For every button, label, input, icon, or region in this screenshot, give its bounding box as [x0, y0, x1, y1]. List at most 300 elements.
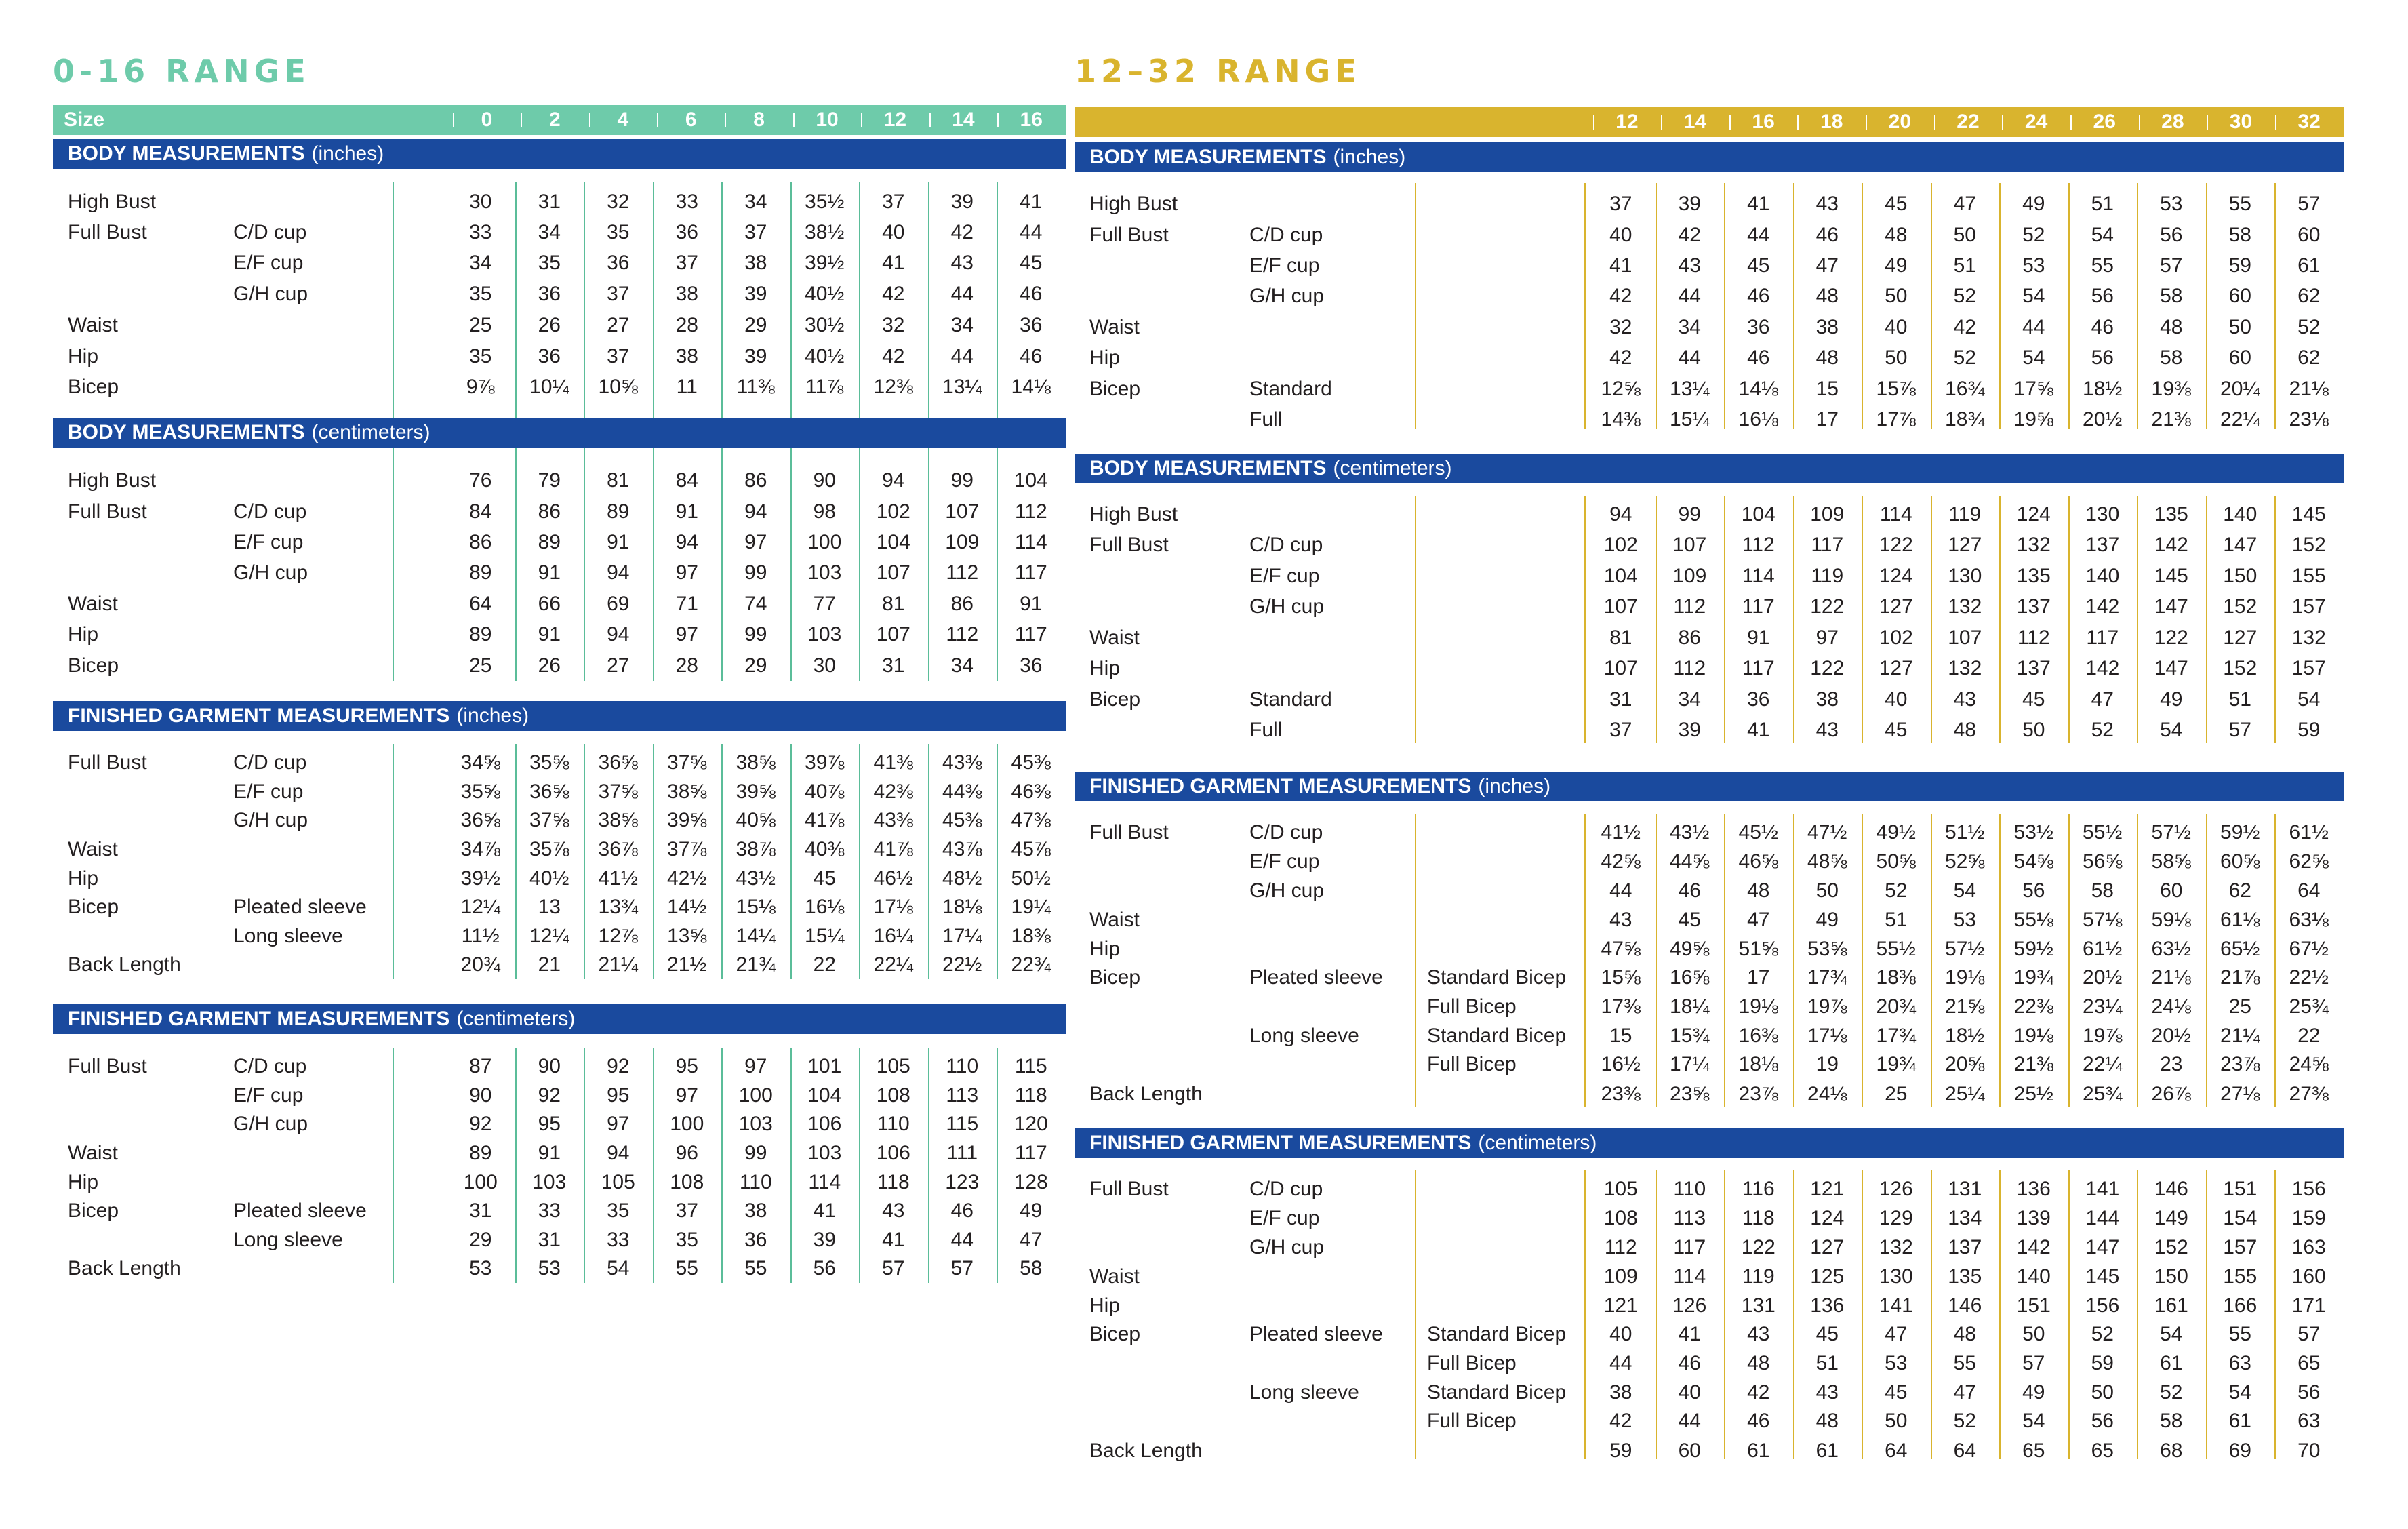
measurement-value: 112: [1673, 595, 1706, 618]
measurement-value: 44⅝: [1670, 850, 1710, 873]
measurement-value: 39: [744, 345, 767, 368]
row-label: Hip: [1089, 938, 1121, 960]
measurement-value: 39½: [805, 252, 845, 274]
size-column-header: 26: [2070, 107, 2139, 137]
measurement-value: 44: [950, 1229, 974, 1251]
measurement-value: 10¼: [529, 376, 569, 398]
measurement-value: 102: [1879, 627, 1913, 649]
measurement-value: 127: [1879, 595, 1913, 618]
measurement-value: 131: [1948, 1178, 1982, 1200]
measurement-value: 25: [469, 314, 492, 336]
measurement-value: 30: [469, 191, 492, 213]
section-header: [1075, 142, 2344, 172]
size-column-header: 16: [1729, 107, 1798, 137]
row-sublabel: E/F cup: [1249, 850, 1320, 873]
measurement-row: [53, 1138, 1066, 1168]
measurement-value: 96: [675, 1142, 698, 1164]
measurement-value: 147: [2154, 657, 2188, 679]
measurement-row: [53, 372, 1066, 402]
measurement-value: 70: [2297, 1439, 2321, 1462]
measurement-row: [53, 1109, 1066, 1139]
measurement-value: 42⅜: [873, 780, 913, 803]
measurement-value: 65: [2091, 1439, 2114, 1462]
measurement-value: 61: [1815, 1439, 1839, 1462]
measurement-value: 50: [2022, 1323, 2045, 1345]
row-label: High Bust: [1089, 193, 1178, 215]
measurement-value: 53: [2022, 254, 2045, 277]
measurement-value: 34: [1678, 316, 1701, 338]
measurement-value: 155: [2223, 1265, 2258, 1288]
measurement-value: 107: [1603, 595, 1638, 618]
measurement-value: 37: [675, 252, 698, 274]
size-column-header: 14: [1661, 107, 1729, 137]
measurement-value: 47: [1953, 1381, 1976, 1404]
row-sublabel: E/F cup: [233, 531, 304, 553]
measurement-value: 32: [607, 191, 630, 213]
measurement-row: [1075, 1319, 2344, 1349]
measurement-value: 91: [538, 623, 561, 646]
range-12-32: [1075, 0, 2346, 1529]
measurement-value: 110: [739, 1171, 772, 1193]
measurement-row: [53, 1225, 1066, 1255]
measurement-value: 49½: [1876, 821, 1916, 843]
measurement-row: [1075, 818, 2344, 848]
measurement-value: 37⅝: [667, 751, 707, 774]
measurement-value: 104: [1014, 469, 1048, 492]
measurement-value: 58: [2091, 879, 2114, 902]
measurement-value: 45: [1885, 1381, 1908, 1404]
measurement-value: 17: [1815, 408, 1839, 431]
measurement-value: 61: [2160, 1352, 2183, 1374]
measurement-value: 150: [2154, 1265, 2188, 1288]
measurement-value: 121: [1810, 1178, 1845, 1200]
measurement-value: 76: [469, 469, 492, 492]
row-sublabel: Long sleeve: [1249, 1025, 1359, 1047]
measurement-value: 52: [1953, 346, 1976, 369]
measurement-value: 62⅝: [2289, 850, 2329, 873]
measurement-value: 163: [2291, 1236, 2326, 1258]
measurement-row: [1075, 1378, 2344, 1408]
measurement-value: 63⅛: [2289, 909, 2329, 931]
row-label: Bicep: [1089, 378, 1141, 400]
measurement-value: 44: [1678, 346, 1701, 369]
measurement-value: 58: [2228, 224, 2251, 246]
section-header: [53, 139, 1066, 169]
measurement-row: [53, 218, 1066, 247]
measurement-value: 50: [1885, 285, 1908, 307]
measurement-value: 65: [2297, 1352, 2321, 1374]
measurement-value: 20¼: [2220, 378, 2260, 400]
measurement-value: 41: [882, 252, 905, 274]
size-header-band: [1075, 107, 2344, 137]
measurement-row: [1075, 1021, 2344, 1051]
measurement-value: 34: [950, 654, 974, 677]
measurement-value: 14⅛: [1011, 376, 1051, 398]
measurement-value: 92: [469, 1113, 492, 1135]
measurement-value: 51½: [1945, 821, 1985, 843]
measurement-value: 57: [950, 1257, 974, 1279]
measurement-value: 43⅜: [942, 751, 982, 774]
measurement-value: 12¼: [529, 925, 569, 947]
measurement-row: [1075, 592, 2344, 622]
section-unit: (inches): [1478, 775, 1551, 797]
measurement-row: [1075, 623, 2344, 653]
measurement-row: [1075, 1406, 2344, 1436]
row-sublabel-detail: Full Bicep: [1427, 1352, 1517, 1374]
measurement-value: 94: [607, 1142, 630, 1164]
row-sublabel-detail: Full Bicep: [1427, 995, 1517, 1018]
measurement-value: 50: [1885, 1410, 1908, 1432]
row-label: Full Bust: [68, 500, 147, 523]
measurement-value: 38: [744, 1199, 767, 1222]
measurement-value: 18¾: [1945, 408, 1985, 431]
measurement-value: 149: [2154, 1207, 2188, 1229]
measurement-value: 103: [532, 1171, 567, 1193]
measurement-value: 37: [1609, 719, 1632, 741]
measurement-value: 58: [2160, 1410, 2183, 1432]
row-sublabel: Pleated sleeve: [233, 896, 367, 918]
measurement-value: 112: [1673, 657, 1706, 679]
measurement-value: 42: [1609, 1410, 1632, 1432]
measurement-row: [53, 651, 1066, 681]
measurement-value: 115: [1014, 1055, 1047, 1077]
measurement-value: 60: [2297, 224, 2321, 246]
measurement-value: 53: [469, 1257, 492, 1279]
row-sublabel: Full: [1249, 719, 1283, 741]
measurement-value: 55: [2091, 254, 2114, 277]
measurement-value: 46: [1747, 1410, 1770, 1432]
measurement-value: 41: [813, 1199, 836, 1222]
row-label: High Bust: [68, 469, 157, 492]
measurement-value: 36⅝: [598, 751, 638, 774]
measurement-value: 61⅛: [2220, 909, 2260, 931]
row-label: Back Length: [68, 1257, 181, 1279]
measurement-value: 151: [2016, 1294, 2051, 1317]
row-sublabel: G/H cup: [233, 809, 308, 831]
measurement-value: 44: [1609, 879, 1632, 902]
measurement-value: 57: [2022, 1352, 2045, 1374]
measurement-value: 45: [1678, 909, 1701, 931]
measurement-value: 22¼: [873, 953, 913, 976]
measurement-row: [1075, 530, 2344, 560]
row-sublabel: C/D cup: [1249, 821, 1323, 843]
measurement-value: 21⅛: [2151, 966, 2191, 989]
measurement-value: 30½: [805, 314, 845, 336]
measurement-value: 21: [538, 953, 561, 976]
measurement-value: 22: [813, 953, 836, 976]
measurement-value: 35: [675, 1229, 698, 1251]
measurement-value: 38: [675, 283, 698, 305]
measurement-row: [53, 1196, 1066, 1226]
row-sublabel: Standard: [1249, 688, 1332, 711]
measurement-value: 53: [2160, 193, 2183, 215]
measurement-value: 59⅛: [2151, 909, 2191, 931]
measurement-value: 36: [675, 221, 698, 243]
measurement-value: 52: [2297, 316, 2321, 338]
measurement-value: 62: [2297, 346, 2321, 369]
row-label: Waist: [1089, 909, 1140, 931]
measurement-value: 152: [2291, 534, 2326, 556]
measurement-value: 46: [1815, 224, 1839, 246]
measurement-value: 39⅞: [805, 751, 845, 774]
measurement-value: 142: [2154, 534, 2188, 556]
measurement-value: 99: [950, 469, 974, 492]
measurement-value: 89: [607, 500, 630, 523]
measurement-value: 108: [670, 1171, 704, 1193]
measurement-value: 62: [2228, 879, 2251, 902]
measurement-value: 29: [469, 1229, 492, 1251]
measurement-value: 46½: [873, 867, 913, 890]
measurement-value: 40⅝: [736, 809, 776, 831]
measurement-value: 15⅞: [1876, 378, 1916, 400]
row-sublabel: G/H cup: [1249, 595, 1325, 618]
measurement-value: 45: [1020, 252, 1043, 274]
measurement-row: [1075, 1174, 2344, 1204]
row-label: Full Bust: [1089, 821, 1169, 843]
measurement-value: 45: [1747, 254, 1770, 277]
row-sublabel: Long sleeve: [233, 925, 343, 947]
row-label: Bicep: [68, 654, 119, 677]
measurement-value: 47: [1815, 254, 1839, 277]
measurement-value: 117: [1014, 1142, 1047, 1164]
measurement-value: 57: [2160, 254, 2183, 277]
measurement-value: 97: [675, 561, 698, 584]
measurement-value: 44: [1678, 285, 1701, 307]
measurement-value: 119: [1811, 565, 1844, 587]
measurement-value: 112: [1014, 500, 1047, 523]
measurement-value: 52: [1953, 1410, 1976, 1432]
measurement-value: 91: [538, 561, 561, 584]
measurement-value: 40: [882, 221, 905, 243]
row-sublabel: G/H cup: [1249, 285, 1325, 307]
measurement-value: 107: [876, 561, 910, 584]
measurement-value: 113: [946, 1084, 979, 1107]
measurement-value: 21¾: [736, 953, 776, 976]
measurement-value: 114: [1014, 531, 1047, 553]
measurement-value: 118: [1742, 1207, 1775, 1229]
measurement-value: 27: [607, 654, 630, 677]
measurement-value: 44: [950, 345, 974, 368]
measurement-value: 132: [1948, 657, 1982, 679]
measurement-row: [1075, 313, 2344, 342]
measurement-value: 89: [469, 1142, 492, 1164]
measurement-value: 52: [2091, 1323, 2114, 1345]
measurement-value: 48: [2160, 316, 2183, 338]
measurement-value: 137: [2016, 595, 2051, 618]
measurement-value: 146: [2154, 1178, 2188, 1200]
measurement-value: 110: [877, 1113, 910, 1135]
measurement-value: 63: [2297, 1410, 2321, 1432]
measurement-value: 16⅝: [1670, 966, 1710, 989]
measurement-value: 22⅜: [2013, 995, 2053, 1018]
range-title: 0-16 RANGE: [53, 53, 310, 90]
measurement-value: 40: [1885, 316, 1908, 338]
measurement-value: 24⅛: [1807, 1083, 1847, 1105]
measurement-value: 65½: [2220, 938, 2260, 960]
measurement-value: 140: [2085, 565, 2120, 587]
measurement-value: 35: [607, 221, 630, 243]
measurement-value: 34: [950, 314, 974, 336]
section-unit: (centimeters): [311, 421, 430, 443]
measurement-value: 17⅝: [2013, 378, 2053, 400]
measurement-value: 25¾: [2083, 1083, 2123, 1105]
row-label: Bicep: [1089, 1323, 1141, 1345]
measurement-value: 57: [2228, 719, 2251, 741]
measurement-value: 106: [876, 1142, 910, 1164]
row-sublabel-detail: Standard Bicep: [1427, 1381, 1567, 1404]
measurement-value: 122: [2154, 627, 2188, 649]
measurement-value: 56: [2297, 1381, 2321, 1404]
measurement-value: 19⅞: [2083, 1025, 2123, 1047]
measurement-value: 109: [1672, 565, 1707, 587]
measurement-value: 144: [2085, 1207, 2120, 1229]
measurement-value: 23¼: [2083, 995, 2123, 1018]
measurement-value: 147: [2223, 534, 2258, 556]
measurement-value: 53: [538, 1257, 561, 1279]
measurement-value: 125: [1810, 1265, 1845, 1288]
measurement-row: [1075, 905, 2344, 935]
size-column-header: 22: [1934, 107, 2003, 137]
measurement-value: 118: [877, 1171, 910, 1193]
row-sublabel: E/F cup: [233, 252, 304, 274]
measurement-value: 52: [2160, 1381, 2183, 1404]
measurement-value: 38⅝: [598, 809, 638, 831]
measurement-value: 99: [744, 1142, 767, 1164]
measurement-value: 35: [469, 345, 492, 368]
measurement-value: 37: [1609, 193, 1632, 215]
measurement-row: [1075, 1436, 2344, 1466]
measurement-value: 69: [607, 593, 630, 615]
measurement-value: 157: [2223, 1236, 2258, 1258]
row-label: Hip: [1089, 657, 1121, 679]
section-title: FINISHED GARMENT MEASUREMENTS: [1089, 1132, 1472, 1154]
row-label: Bicep: [1089, 688, 1141, 711]
size-column-header: 30: [2207, 107, 2275, 137]
section-title: BODY MEASUREMENTS: [68, 421, 305, 443]
measurement-row: [53, 466, 1066, 496]
measurement-value: 45⅜: [1011, 751, 1051, 774]
measurement-value: 99: [1678, 503, 1701, 525]
row-label: Full Bust: [68, 1055, 147, 1077]
measurement-value: 37: [607, 283, 630, 305]
measurement-value: 15¾: [1670, 1025, 1710, 1047]
measurement-value: 102: [876, 500, 910, 523]
measurement-value: 22¼: [2220, 408, 2260, 431]
row-label: Waist: [68, 593, 118, 615]
measurement-value: 49: [1020, 1199, 1043, 1222]
measurement-value: 41: [1609, 254, 1632, 277]
measurement-value: 132: [2291, 627, 2326, 649]
measurement-value: 147: [2085, 1236, 2120, 1258]
measurement-value: 17¼: [942, 925, 982, 947]
measurement-value: 55: [2228, 193, 2251, 215]
measurement-value: 94: [1609, 503, 1632, 525]
measurement-value: 35: [607, 1199, 630, 1222]
measurement-value: 41: [1678, 1323, 1701, 1345]
measurement-value: 52: [1885, 879, 1908, 902]
measurement-value: 9⅞: [466, 376, 495, 398]
measurement-value: 39: [1678, 719, 1701, 741]
measurement-value: 135: [2016, 565, 2051, 587]
measurement-row: [53, 528, 1066, 557]
row-label: Hip: [68, 345, 99, 368]
measurement-value: 157: [2291, 657, 2326, 679]
measurement-value: 105: [876, 1055, 910, 1077]
row-label: High Bust: [1089, 503, 1178, 525]
measurement-value: 100: [738, 1084, 773, 1107]
measurement-value: 101: [807, 1055, 842, 1077]
measurement-value: 145: [2154, 565, 2188, 587]
measurement-value: 38: [675, 345, 698, 368]
measurement-value: 56: [2022, 879, 2045, 902]
measurement-value: 36⅞: [598, 838, 638, 860]
measurement-value: 17¾: [1807, 966, 1847, 989]
measurement-value: 132: [2016, 534, 2051, 556]
measurement-value: 81: [882, 593, 905, 615]
measurement-value: 42: [1747, 1381, 1770, 1404]
measurement-row: [53, 921, 1066, 951]
section-header: [1075, 454, 2344, 483]
measurement-value: 100: [670, 1113, 704, 1135]
measurement-value: 91: [1747, 627, 1770, 649]
measurement-value: 54: [2091, 224, 2114, 246]
measurement-value: 66: [538, 593, 561, 615]
measurement-value: 131: [1741, 1294, 1775, 1317]
measurement-value: 55½: [2083, 821, 2123, 843]
measurement-value: 147: [2154, 595, 2188, 618]
row-label: Waist: [68, 1142, 118, 1164]
measurement-row: [1075, 1079, 2344, 1109]
measurement-value: 90: [469, 1084, 492, 1107]
measurement-value: 35⅝: [460, 780, 500, 803]
measurement-value: 46: [1678, 879, 1701, 902]
measurement-value: 55: [675, 1257, 698, 1279]
measurement-value: 52: [2091, 719, 2114, 741]
measurement-value: 64: [1953, 1439, 1976, 1462]
measurement-value: 79: [538, 469, 561, 492]
measurement-value: 97: [1815, 627, 1839, 649]
measurement-value: 49⅝: [1670, 938, 1710, 960]
measurement-value: 48: [1953, 1323, 1976, 1345]
measurement-value: 40: [1678, 1381, 1701, 1404]
measurement-value: 20⅝: [1945, 1053, 1985, 1075]
measurement-value: 39½: [460, 867, 500, 890]
measurement-value: 145: [2085, 1265, 2120, 1288]
measurement-value: 107: [1672, 534, 1707, 556]
measurement-value: 54: [1953, 879, 1976, 902]
measurement-value: 74: [744, 593, 767, 615]
measurement-value: 127: [1879, 657, 1913, 679]
row-sublabel: G/H cup: [233, 561, 308, 584]
measurement-value: 86: [469, 531, 492, 553]
row-label: Full Bust: [1089, 534, 1169, 556]
size-column-header: 2: [521, 105, 588, 135]
measurement-value: 41: [1020, 191, 1043, 213]
measurement-value: 13¾: [598, 896, 638, 918]
measurement-value: 91: [607, 531, 630, 553]
measurement-value: 47: [1747, 909, 1770, 931]
measurement-value: 84: [675, 469, 698, 492]
measurement-value: 94: [675, 531, 698, 553]
measurement-value: 91: [538, 1142, 561, 1164]
measurement-value: 124: [1810, 1207, 1845, 1229]
measurement-value: 114: [1742, 565, 1775, 587]
measurement-value: 43: [1815, 193, 1839, 215]
size-column-header: 14: [929, 105, 997, 135]
measurement-value: 39: [813, 1229, 836, 1251]
measurement-value: 53⅝: [1807, 938, 1847, 960]
row-sublabel: C/D cup: [233, 500, 307, 523]
